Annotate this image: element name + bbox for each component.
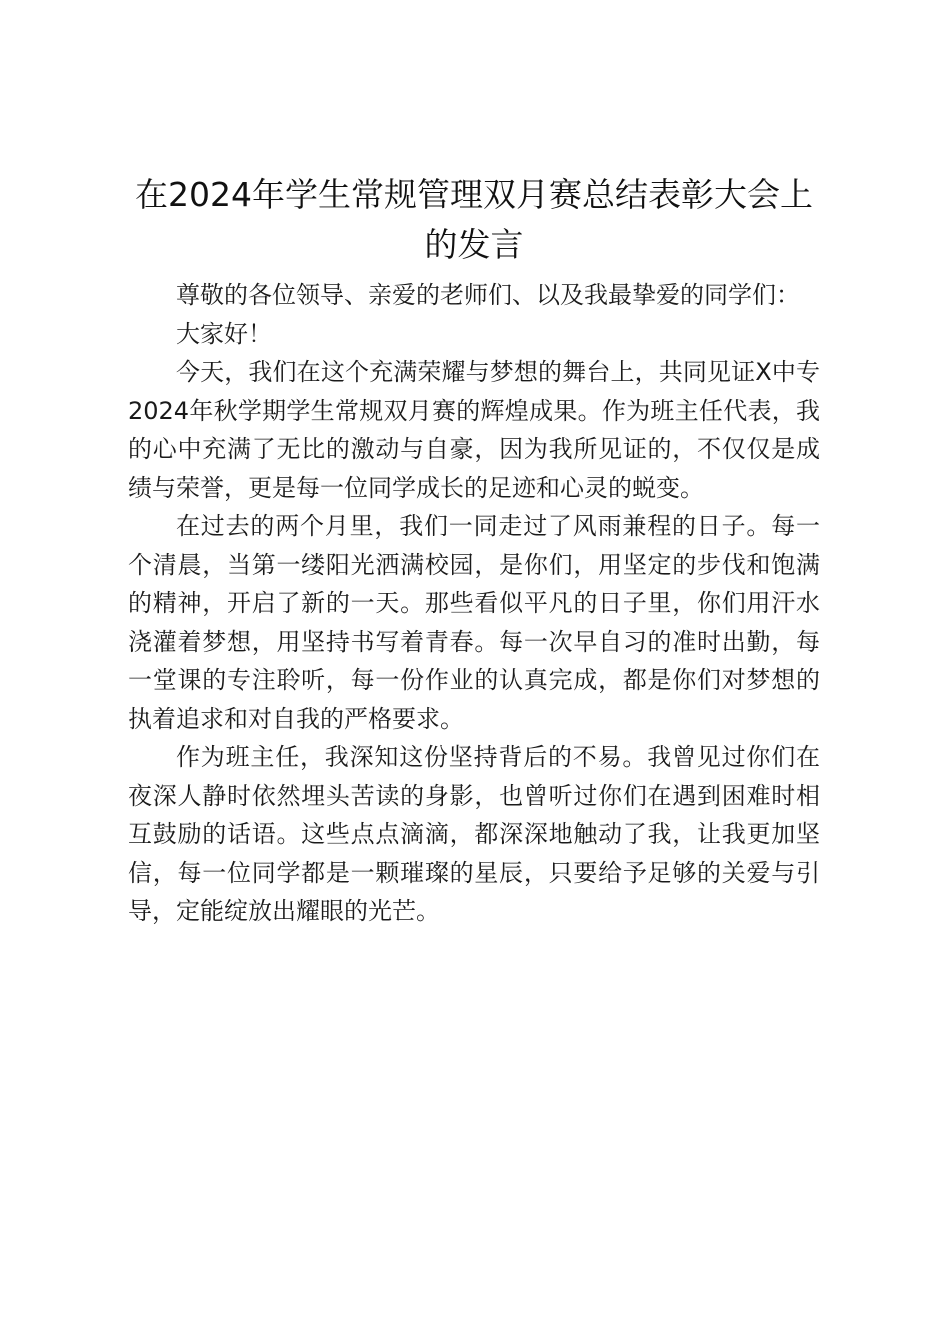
greeting: 大家好！ (176, 319, 272, 348)
document-body (128, 276, 820, 931)
paragraph-2: 在过去的两个月里，我们一同走过了风雨兼程的日子。每一个清晨，当第一缕阳光洒满校园，是你们，用坚定的步伐和饱满的精神，开启了新的一天。那些看似平凡的日子里，你们用汗水浇灌着梦想，用坚持书写着青春。每一次早自习的准时出勤，每一堂课的专注聆听，每一份作业的认真完成，都是你们对梦想的执着追求和对自我的严格要求。 (128, 512, 820, 733)
document-title: 在2024年学生常规管理双月赛总结表彰大会上的发言 (135, 175, 813, 264)
paragraph-3: 作为班主任，我深知这份坚持背后的不易。我曾见过你们在夜深人静时依然埋头苦读的身影，也曾听过你们在遇到困难时相互鼓励的话语。这些点点滴滴，都深深地触动了我，让我更加坚信，每一位同学都是一颗璀璨的星辰，只要给予足够的关爱与引导，定能绽放出耀眼的光芒。 (128, 743, 820, 925)
document-page (128, 170, 820, 931)
salutation: 尊敬的各位领导、亲爱的老师们、以及我最挚爱的同学们： (176, 281, 800, 309)
paragraph-1: 今天，我们在这个充满荣耀与梦想的舞台上，共同见证X中专2024年秋学期学生常规双月赛的辉煌成果。作为班主任代表，我的心中充满了无比的激动与自豪，因为我所见证的，不仅仅是成绩与荣誉，更是每一位同学成长的足迹和心灵的蜕变。 (128, 358, 820, 502)
